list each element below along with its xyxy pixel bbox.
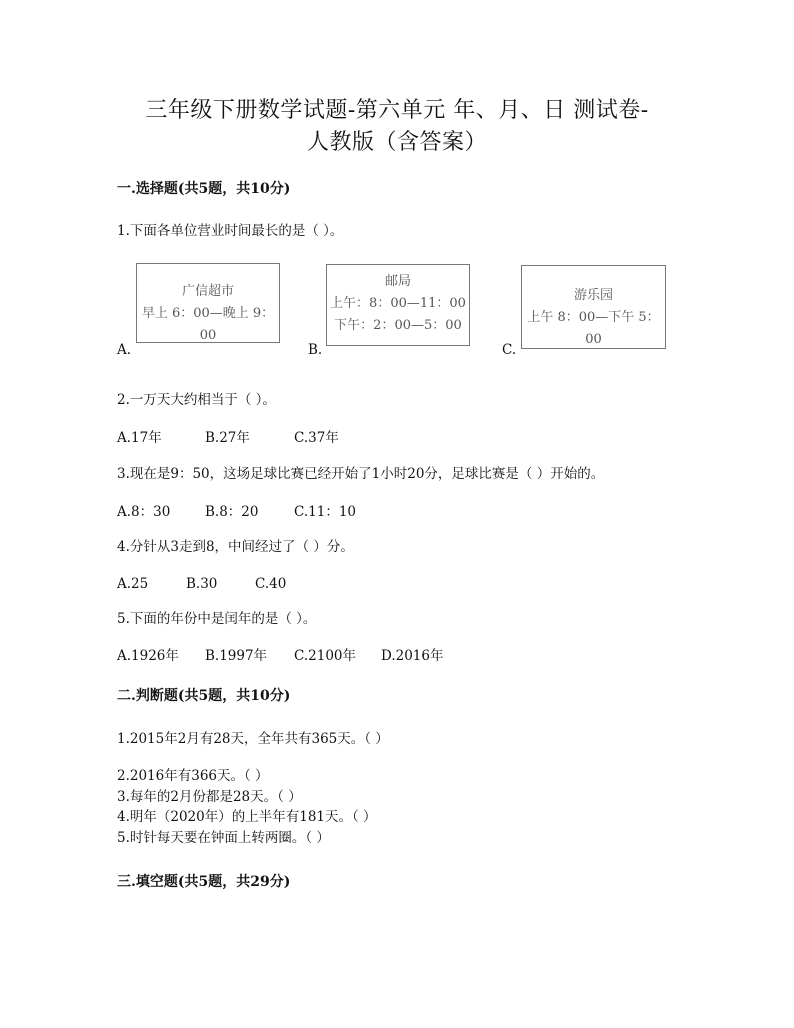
question-5-option-b: B.1997年 xyxy=(205,648,268,664)
option-b-sign-card xyxy=(326,264,470,346)
true-false-item-5: 5.时针每天要在钟面上转两圈。（ ） xyxy=(117,830,330,846)
question-5-option-a: A.1926年 xyxy=(117,648,179,664)
option-b-sign-hours-morning: 上午：8：00—11：00 xyxy=(330,296,466,311)
question-4-option-a: A.25 xyxy=(117,576,149,592)
question-3-option-a: A.8：30 xyxy=(117,504,171,520)
option-c-sign-hours: 上午 8：00—下午 5：00 xyxy=(527,310,660,347)
question-4-option-b: B.30 xyxy=(186,576,218,592)
question-2-text: 2.一万天大约相当于（ ）。 xyxy=(117,392,276,408)
document-title-line-1: 三年级下册数学试题-第六单元 年、月、日 测试卷- xyxy=(145,98,649,123)
question-5-text: 5.下面的年份中是闰年的是（ ）。 xyxy=(117,611,317,627)
option-a-sign-hours: 早上 6：00—晚上 9：00 xyxy=(141,306,275,343)
question-3-option-b: B.8：20 xyxy=(205,504,259,520)
question-5-option-d: D.2016年 xyxy=(381,648,444,664)
option-b-sign-title: 邮局 xyxy=(384,274,411,289)
section-heading-choice: 一.选择题(共5题，共10分) xyxy=(117,181,291,197)
question-4-text: 4.分针从3走到8，中间经过了（ ）分。 xyxy=(117,539,354,555)
true-false-item-2: 2.2016年有366天。（ ） xyxy=(117,768,269,784)
section-heading-true-false: 二.判断题(共5题，共10分) xyxy=(117,688,291,704)
true-false-item-3: 3.每年的2月份都是28天。（ ） xyxy=(117,789,302,805)
question-3-option-c: C.11：10 xyxy=(294,504,356,520)
question-2-option-b: B.27年 xyxy=(205,430,250,446)
document-title-line-2: 人教版（含答案） xyxy=(306,130,487,155)
section-heading-fill-blank: 三.填空题(共5题，共29分) xyxy=(117,874,291,890)
question-4-option-c: C.40 xyxy=(255,576,287,592)
option-b-sign-hours-afternoon: 下午：2：00—5：00 xyxy=(334,318,462,333)
option-a-letter: A. xyxy=(117,342,132,358)
option-c-sign-title: 游乐园 xyxy=(573,288,613,303)
option-c-sign-card xyxy=(521,265,666,349)
question-1-text: 1.下面各单位营业时间最长的是（ ）。 xyxy=(117,223,344,239)
option-a-sign-title: 广信超市 xyxy=(181,284,234,299)
option-b-letter: B. xyxy=(308,342,323,358)
question-2-option-c: C.37年 xyxy=(294,430,339,446)
option-a-sign-card xyxy=(136,263,280,343)
true-false-item-1: 1.2015年2月有28天，全年共有365天。（ ） xyxy=(117,731,389,747)
option-c-letter: C. xyxy=(502,342,517,358)
question-2-option-a: A.17年 xyxy=(117,430,162,446)
true-false-item-4: 4.明年（2020年）的上半年有181天。（ ） xyxy=(117,809,377,825)
question-3-text: 3.现在是9：50，这场足球比赛已经开始了1小时20分，足球比赛是（ ）开始的。 xyxy=(117,466,605,482)
question-5-option-c: C.2100年 xyxy=(294,648,356,664)
